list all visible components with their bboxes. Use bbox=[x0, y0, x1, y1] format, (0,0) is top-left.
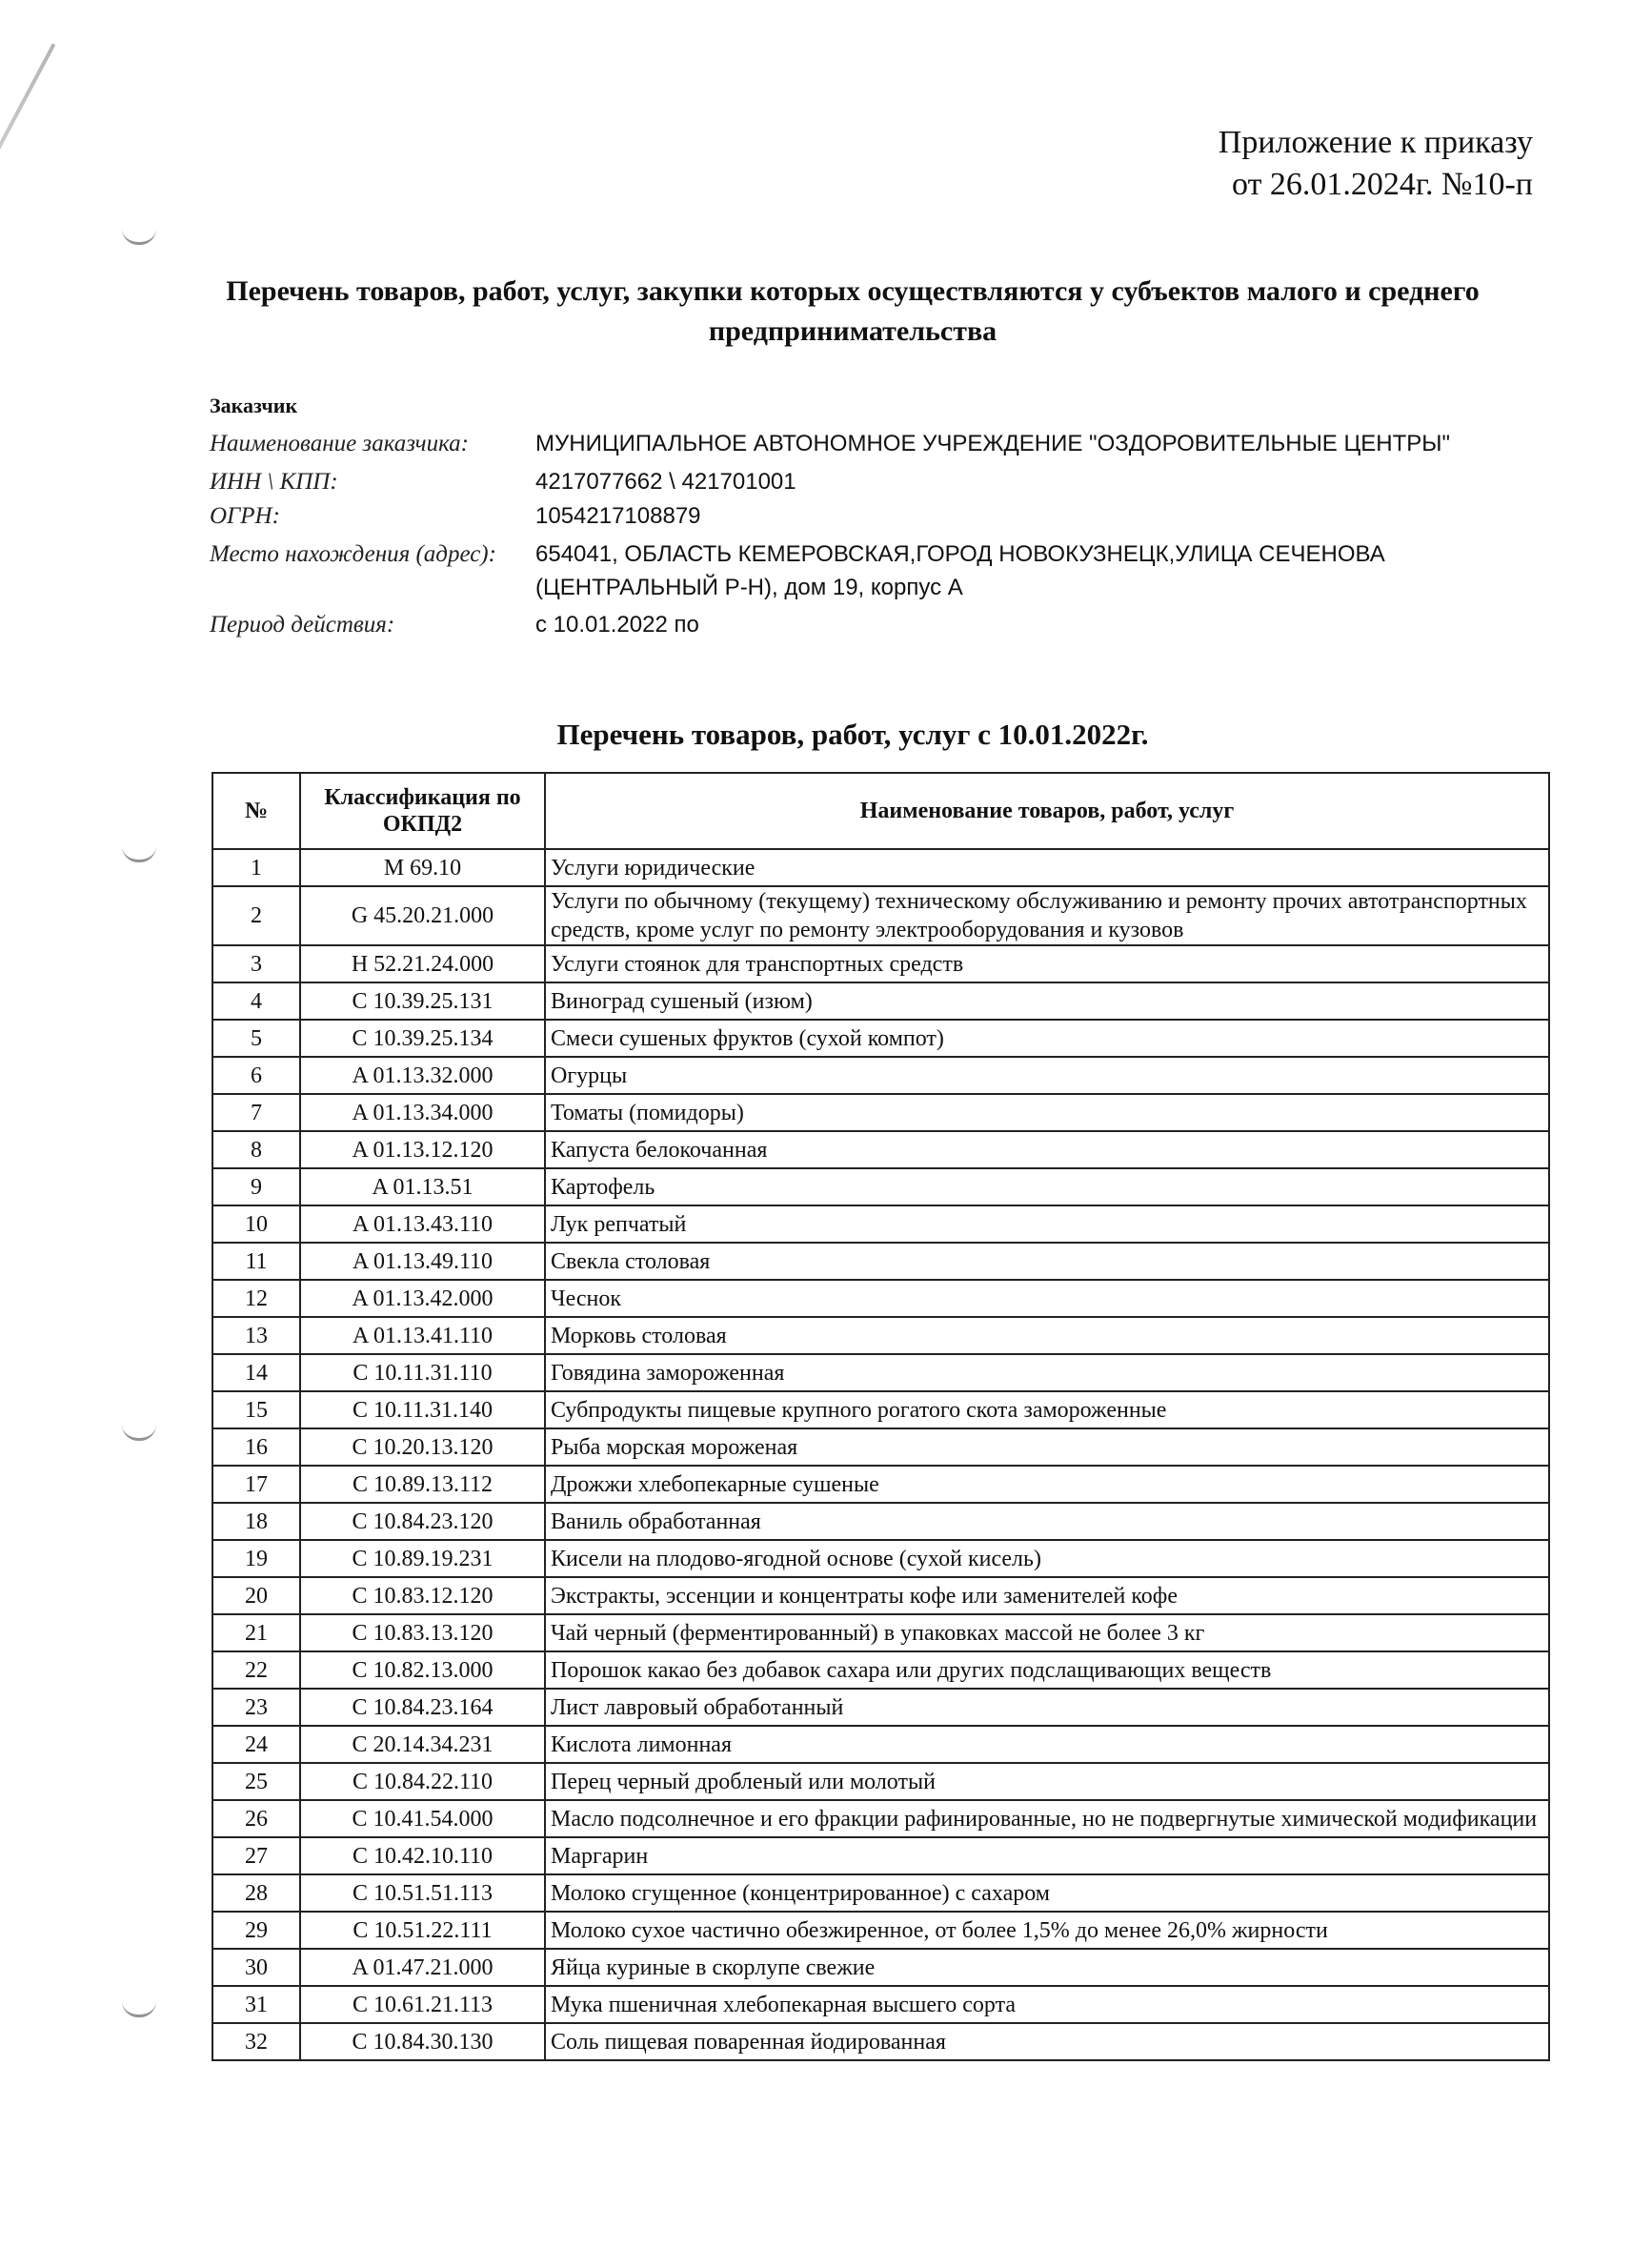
document-title: Перечень товаров, работ, услуг, закупки которых осуществляются у субъектов малого и среднего предпринимательства bbox=[226, 275, 1480, 347]
table-row bbox=[212, 1837, 1549, 1874]
okpd2-code: A 01.13.42.000 bbox=[300, 1280, 545, 1317]
table-row bbox=[212, 1726, 1549, 1763]
table-row bbox=[212, 945, 1549, 982]
punch-hole-mark bbox=[122, 2001, 156, 2017]
table-row bbox=[212, 1391, 1549, 1428]
row-number: 3 bbox=[212, 945, 300, 982]
row-number: 16 bbox=[212, 1428, 300, 1466]
item-name: Огурцы bbox=[545, 1057, 1549, 1094]
table-row bbox=[212, 1280, 1549, 1317]
inn-row bbox=[210, 465, 1498, 499]
item-name: Субпродукты пищевые крупного рогатого скота замороженные bbox=[545, 1391, 1549, 1428]
appendix-note bbox=[1219, 122, 1533, 206]
row-number: 12 bbox=[212, 1280, 300, 1317]
okpd2-code: C 10.61.21.113 bbox=[300, 1986, 545, 2023]
inn-label: ИНН \ КПП: bbox=[210, 469, 338, 495]
appendix-line-2: от 26.01.2024г. №10-п bbox=[1232, 167, 1533, 202]
row-number: 18 bbox=[212, 1503, 300, 1540]
okpd2-code: C 10.82.13.000 bbox=[300, 1651, 545, 1689]
item-name: Лук репчатый bbox=[545, 1205, 1549, 1243]
item-name: Перец черный дробленый или молотый bbox=[545, 1763, 1549, 1800]
item-name: Смеси сушеных фруктов (сухой компот) bbox=[545, 1020, 1549, 1057]
list-title: Перечень товаров, работ, услуг с 10.01.2022г. bbox=[556, 718, 1149, 751]
okpd2-code: C 10.84.30.130 bbox=[300, 2023, 545, 2060]
row-number: 5 bbox=[212, 1020, 300, 1057]
item-name: Экстракты, эссенции и концентраты кофе или заменителей кофе bbox=[545, 1577, 1549, 1614]
row-number: 10 bbox=[212, 1205, 300, 1243]
table-row bbox=[212, 1689, 1549, 1726]
okpd2-code: H 52.21.24.000 bbox=[300, 945, 545, 982]
row-number: 13 bbox=[212, 1317, 300, 1354]
okpd2-code: C 10.84.23.164 bbox=[300, 1689, 545, 1726]
row-number: 1 bbox=[212, 849, 300, 886]
item-name: Кислота лимонная bbox=[545, 1726, 1549, 1763]
item-name: Лист лавровый обработанный bbox=[545, 1689, 1549, 1726]
row-number: 20 bbox=[212, 1577, 300, 1614]
item-name: Соль пищевая поваренная йодированная bbox=[545, 2023, 1549, 2060]
row-number: 6 bbox=[212, 1057, 300, 1094]
item-name: Ваниль обработанная bbox=[545, 1503, 1549, 1540]
address-row bbox=[210, 537, 1498, 608]
row-number: 14 bbox=[212, 1354, 300, 1391]
row-number: 25 bbox=[212, 1763, 300, 1800]
table-row bbox=[212, 1168, 1549, 1205]
okpd2-code: C 10.51.51.113 bbox=[300, 1874, 545, 1912]
punch-hole-mark bbox=[122, 1425, 156, 1441]
table-row bbox=[212, 849, 1549, 886]
scan-mark bbox=[0, 43, 56, 221]
item-name: Чай черный (ферментированный) в упаковках массой не более 3 кг bbox=[545, 1614, 1549, 1651]
appendix-line-1: Приложение к приказу bbox=[1218, 125, 1533, 160]
row-number: 24 bbox=[212, 1726, 300, 1763]
okpd2-code: C 10.84.23.120 bbox=[300, 1503, 545, 1540]
period-label: Период действия: bbox=[210, 612, 395, 638]
customer-heading: Заказчик bbox=[210, 394, 298, 417]
okpd2-code: A 01.47.21.000 bbox=[300, 1949, 545, 1986]
item-name: Томаты (помидоры) bbox=[545, 1094, 1549, 1131]
ogrn-value: 1054217108879 bbox=[535, 503, 701, 529]
item-name: Маргарин bbox=[545, 1837, 1549, 1874]
table-row bbox=[212, 1354, 1549, 1391]
table-row bbox=[212, 1205, 1549, 1243]
row-number: 31 bbox=[212, 1986, 300, 2023]
item-name: Молоко сухое частично обезжиренное, от более 1,5% до менее 26,0% жирности bbox=[545, 1912, 1549, 1949]
table-row bbox=[212, 1874, 1549, 1912]
table-row bbox=[212, 1503, 1549, 1540]
item-name: Услуги по обычному (текущему) техническому обслуживанию и ремонту прочих автотранспортных средств, кроме услуг по ремонту электрооборудования и кузовов bbox=[545, 886, 1549, 945]
okpd2-code: M 69.10 bbox=[300, 849, 545, 886]
item-name: Услуги юридические bbox=[545, 849, 1549, 886]
table-row bbox=[212, 1243, 1549, 1280]
table-row bbox=[212, 1614, 1549, 1651]
okpd2-code: C 10.51.22.111 bbox=[300, 1912, 545, 1949]
customer-name-row bbox=[210, 427, 1498, 465]
goods-table bbox=[212, 772, 1550, 2061]
okpd2-code: C 10.83.13.120 bbox=[300, 1614, 545, 1651]
ogrn-label: ОГРН: bbox=[210, 503, 280, 529]
customer-name-value: МУНИЦИПАЛЬНОЕ АВТОНОМНОЕ УЧРЕЖДЕНИЕ "ОЗДОРОВИТЕЛЬНЫЕ ЦЕНТРЫ" bbox=[535, 431, 1451, 456]
row-number: 22 bbox=[212, 1651, 300, 1689]
row-number: 4 bbox=[212, 982, 300, 1020]
table-header-row bbox=[212, 773, 1549, 849]
address-value: 654041, ОБЛАСТЬ КЕМЕРОВСКАЯ,ГОРОД НОВОКУЗНЕЦК,УЛИЦА СЕЧЕНОВА (ЦЕНТРАЛЬНЫЙ Р-Н), дом 19, корпус А bbox=[535, 541, 1385, 600]
row-number: 21 bbox=[212, 1614, 300, 1651]
okpd2-code: A 01.13.32.000 bbox=[300, 1057, 545, 1094]
okpd2-code: C 10.89.19.231 bbox=[300, 1540, 545, 1577]
table-row bbox=[212, 1540, 1549, 1577]
table-row bbox=[212, 1428, 1549, 1466]
row-number: 11 bbox=[212, 1243, 300, 1280]
table-row bbox=[212, 1912, 1549, 1949]
okpd2-code: C 10.11.31.110 bbox=[300, 1354, 545, 1391]
item-name: Масло подсолнечное и его фракции рафинированные, но не подвергнутые химической модификации bbox=[545, 1800, 1549, 1837]
period-value: с 10.01.2022 по bbox=[535, 612, 699, 638]
table-row bbox=[212, 1020, 1549, 1057]
customer-info bbox=[210, 427, 1498, 642]
table-row bbox=[212, 1577, 1549, 1614]
okpd2-code: G 45.20.21.000 bbox=[300, 886, 545, 945]
table-row bbox=[212, 1986, 1549, 2023]
item-name: Чеснок bbox=[545, 1280, 1549, 1317]
item-name: Капуста белокочанная bbox=[545, 1131, 1549, 1168]
okpd2-code: C 10.83.12.120 bbox=[300, 1577, 545, 1614]
okpd2-code: C 10.84.22.110 bbox=[300, 1763, 545, 1800]
okpd2-code: A 01.13.12.120 bbox=[300, 1131, 545, 1168]
item-name: Морковь столовая bbox=[545, 1317, 1549, 1354]
row-number: 9 bbox=[212, 1168, 300, 1205]
okpd2-code: C 10.39.25.134 bbox=[300, 1020, 545, 1057]
inn-value: 4217077662 \ 421701001 bbox=[535, 469, 796, 495]
item-name: Услуги стоянок для транспортных средств bbox=[545, 945, 1549, 982]
header-okpd2: Классификация по ОКПД2 bbox=[300, 773, 545, 849]
item-name: Яйца куриные в скорлупе свежие bbox=[545, 1949, 1549, 1986]
row-number: 19 bbox=[212, 1540, 300, 1577]
row-number: 27 bbox=[212, 1837, 300, 1874]
table-row bbox=[212, 1094, 1549, 1131]
address-label: Место нахождения (адрес): bbox=[210, 541, 496, 567]
table-row bbox=[212, 1800, 1549, 1837]
item-name: Мука пшеничная хлебопекарная высшего сорта bbox=[545, 1986, 1549, 2023]
header-number: № bbox=[212, 773, 300, 849]
table-row bbox=[212, 1057, 1549, 1094]
table-row bbox=[212, 1949, 1549, 1986]
punch-hole-mark bbox=[122, 846, 156, 862]
okpd2-code: A 01.13.34.000 bbox=[300, 1094, 545, 1131]
row-number: 8 bbox=[212, 1131, 300, 1168]
row-number: 7 bbox=[212, 1094, 300, 1131]
item-name: Свекла столовая bbox=[545, 1243, 1549, 1280]
table-row bbox=[212, 982, 1549, 1020]
table-row bbox=[212, 1317, 1549, 1354]
okpd2-code: C 20.14.34.231 bbox=[300, 1726, 545, 1763]
table-row bbox=[212, 1466, 1549, 1503]
row-number: 17 bbox=[212, 1466, 300, 1503]
row-number: 29 bbox=[212, 1912, 300, 1949]
row-number: 26 bbox=[212, 1800, 300, 1837]
table-body bbox=[212, 849, 1549, 2060]
okpd2-code: A 01.13.51 bbox=[300, 1168, 545, 1205]
row-number: 28 bbox=[212, 1874, 300, 1912]
table-row bbox=[212, 1763, 1549, 1800]
header-name: Наименование товаров, работ, услуг bbox=[545, 773, 1549, 849]
item-name: Говядина замороженная bbox=[545, 1354, 1549, 1391]
okpd2-code: C 10.39.25.131 bbox=[300, 982, 545, 1020]
row-number: 2 bbox=[212, 886, 300, 945]
okpd2-code: A 01.13.49.110 bbox=[300, 1243, 545, 1280]
table-row bbox=[212, 2023, 1549, 2060]
okpd2-code: A 01.13.41.110 bbox=[300, 1317, 545, 1354]
item-name: Картофель bbox=[545, 1168, 1549, 1205]
row-number: 32 bbox=[212, 2023, 300, 2060]
table-row bbox=[212, 886, 1549, 945]
table-row bbox=[212, 1651, 1549, 1689]
table-row bbox=[212, 1131, 1549, 1168]
item-name: Дрожжи хлебопекарные сушеные bbox=[545, 1466, 1549, 1503]
okpd2-code: C 10.20.13.120 bbox=[300, 1428, 545, 1466]
item-name: Рыба морская мороженая bbox=[545, 1428, 1549, 1466]
row-number: 15 bbox=[212, 1391, 300, 1428]
item-name: Кисели на плодово-ягодной основе (сухой кисель) bbox=[545, 1540, 1549, 1577]
row-number: 23 bbox=[212, 1689, 300, 1726]
okpd2-code: C 10.41.54.000 bbox=[300, 1800, 545, 1837]
row-number: 30 bbox=[212, 1949, 300, 1986]
okpd2-code: C 10.42.10.110 bbox=[300, 1837, 545, 1874]
item-name: Виноград сушеный (изюм) bbox=[545, 982, 1549, 1020]
item-name: Порошок какао без добавок сахара или других подслащивающих веществ bbox=[545, 1651, 1549, 1689]
item-name: Молоко сгущенное (концентрированное) с сахаром bbox=[545, 1874, 1549, 1912]
period-row bbox=[210, 608, 1498, 642]
ogrn-row bbox=[210, 499, 1498, 537]
okpd2-code: C 10.11.31.140 bbox=[300, 1391, 545, 1428]
customer-name-label: Наименование заказчика: bbox=[210, 431, 470, 456]
punch-hole-mark bbox=[122, 229, 156, 245]
okpd2-code: A 01.13.43.110 bbox=[300, 1205, 545, 1243]
okpd2-code: C 10.89.13.112 bbox=[300, 1466, 545, 1503]
